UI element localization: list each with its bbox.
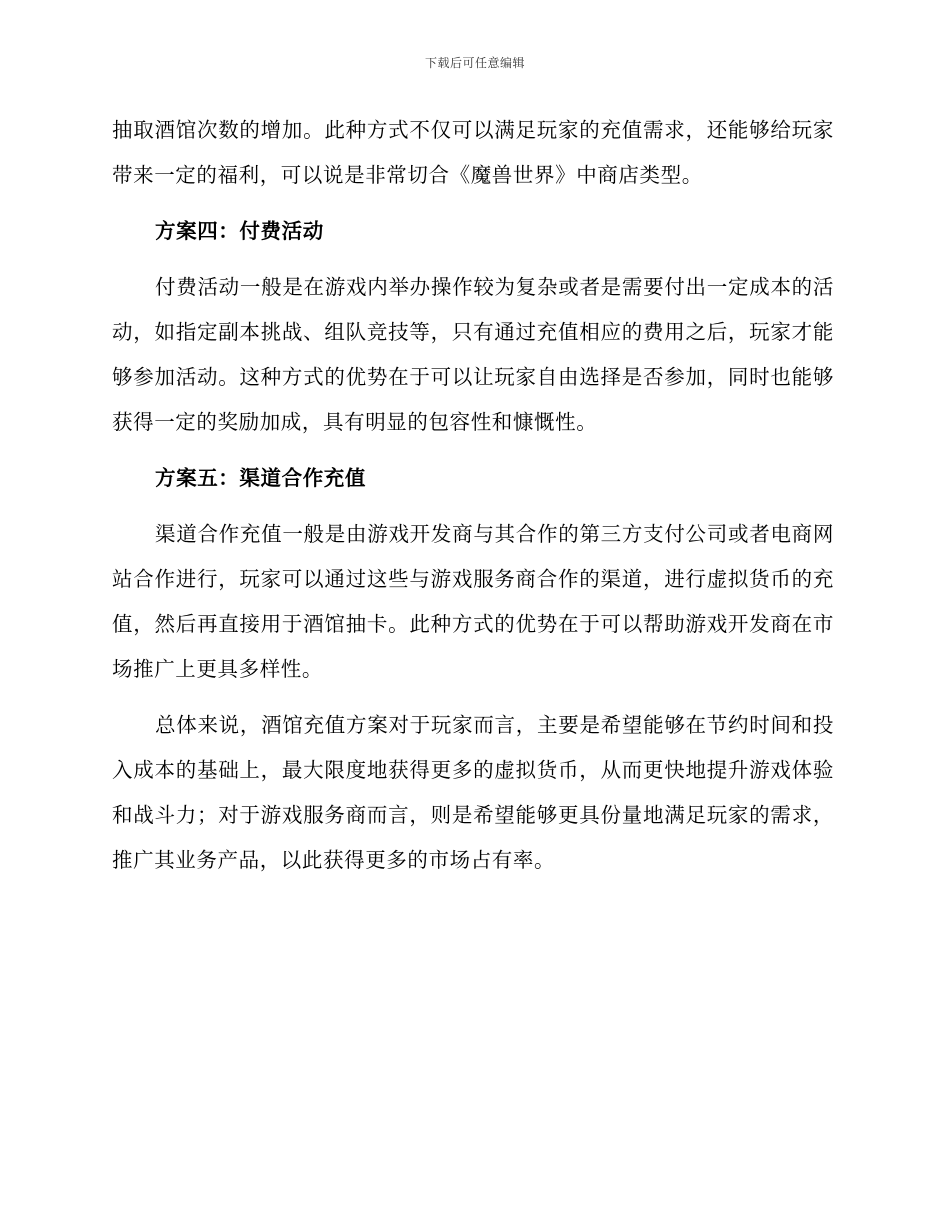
page-header: 下载后可任意编辑 [424,56,525,70]
section-heading-plan-five: 方案五：渠道合作充值 [155,466,366,490]
paragraph-continuation: 抽取酒馆次数的增加。此种方式不仅可以满足玩家的充值需求，还能够给玩家带来一定的福利，可以说是非常切合《魔兽世界》中商店类型。 [112,118,834,187]
paragraph-summary: 总体来说，酒馆充值方案对于玩家而言，主要是希望能够在节约时间和投入成本的基础上，最大限度地获得更多的虚拟货币，从而更快地提升游戏体验和战斗力；对于游戏服务商而言，则是希望能够更具份量地满足玩家的需求，推广其业务产品，以此获得更多的市场占有率。 [112,713,834,872]
paragraph-channel-recharge: 渠道合作充值一般是由游戏开发商与其合作的第三方支付公司或者电商网站合作进行，玩家可以通过这些与游戏服务商合作的渠道，进行虚拟货币的充值，然后再直接用于酒馆抽卡。此种方式的优势在于可以帮助游戏开发商在市场推广上更具多样性。 [112,522,834,681]
section-heading-plan-four: 方案四：付费活动 [155,219,324,243]
document-body [112,108,834,883]
paragraph-paid-activities: 付费活动一般是在游戏内举办操作较为复杂或者是需要付出一定成本的活动，如指定副本挑战、组队竞技等，只有通过充值相应的费用之后，玩家才能够参加活动。这种方式的优势在于可以让玩家自由选择是否参加，同时也能够获得一定的奖励加成，具有明显的包容性和慷慨性。 [112,275,834,434]
